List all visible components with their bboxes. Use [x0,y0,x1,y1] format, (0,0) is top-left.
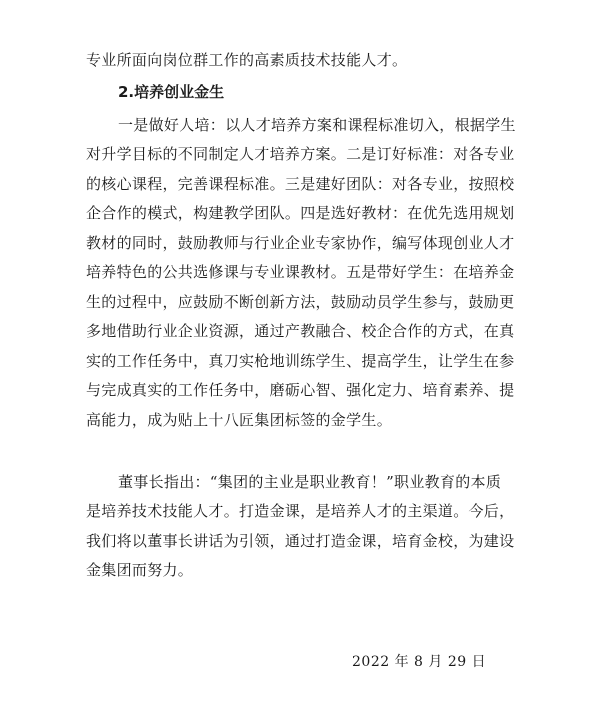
paragraph-line: 的核心课程，完善课程标准。三是建好团队：对各专业，按照校 [86,175,515,193]
paragraph-line: 高能力，成为贴上十八匠集团标签的金学生。 [86,411,393,429]
paragraph-line: 多地借助行业企业资源，通过产教融合、校企合作的方式，在真 [86,322,515,340]
paragraph-line: 金集团而努力。 [86,561,194,579]
intro-line: 专业所面向岗位群工作的高素质技术技能人才。 [86,51,408,69]
paragraph-line: 我们将以董事长讲话为引领，通过打造金课，培育金校，为建设 [86,532,515,550]
section-heading: 2.培养创业金生 [118,83,225,101]
paragraph-line: 与完成真实的工作任务中，磨砺心智、强化定力、培育素养、提 [86,381,515,399]
paragraph-line: 是培养技术技能人才。打造金课，是培养人才的主渠道。今后， [86,502,515,520]
paragraph-line: 一是做好人培：以人才培养方案和课程标准切入，根据学生 [118,116,516,134]
paragraph-line: 董事长指出：“集团的主业是职业教育！”职业教育的本质 [118,473,502,491]
paragraph-line: 对升学目标的不同制定人才培养方案。二是订好标准：对各专业 [86,145,515,163]
paragraph-line: 企合作的模式，构建教学团队。四是选好教材：在优先选用规划 [86,204,515,222]
document-date: 2022 年 8 月 29 日 [352,654,487,670]
paragraph-line: 实的工作任务中，真刀实枪地训练学生、提高学生，让学生在参 [86,352,515,370]
paragraph-line: 生的过程中，应鼓励不断创新方法，鼓励动员学生参与，鼓励更 [86,293,515,311]
paragraph-line: 培养特色的公共选修课与专业课教材。五是带好学生：在培养金 [86,263,515,281]
paragraph-line: 教材的同时，鼓励教师与行业企业专家协作，编写体现创业人才 [86,234,515,252]
